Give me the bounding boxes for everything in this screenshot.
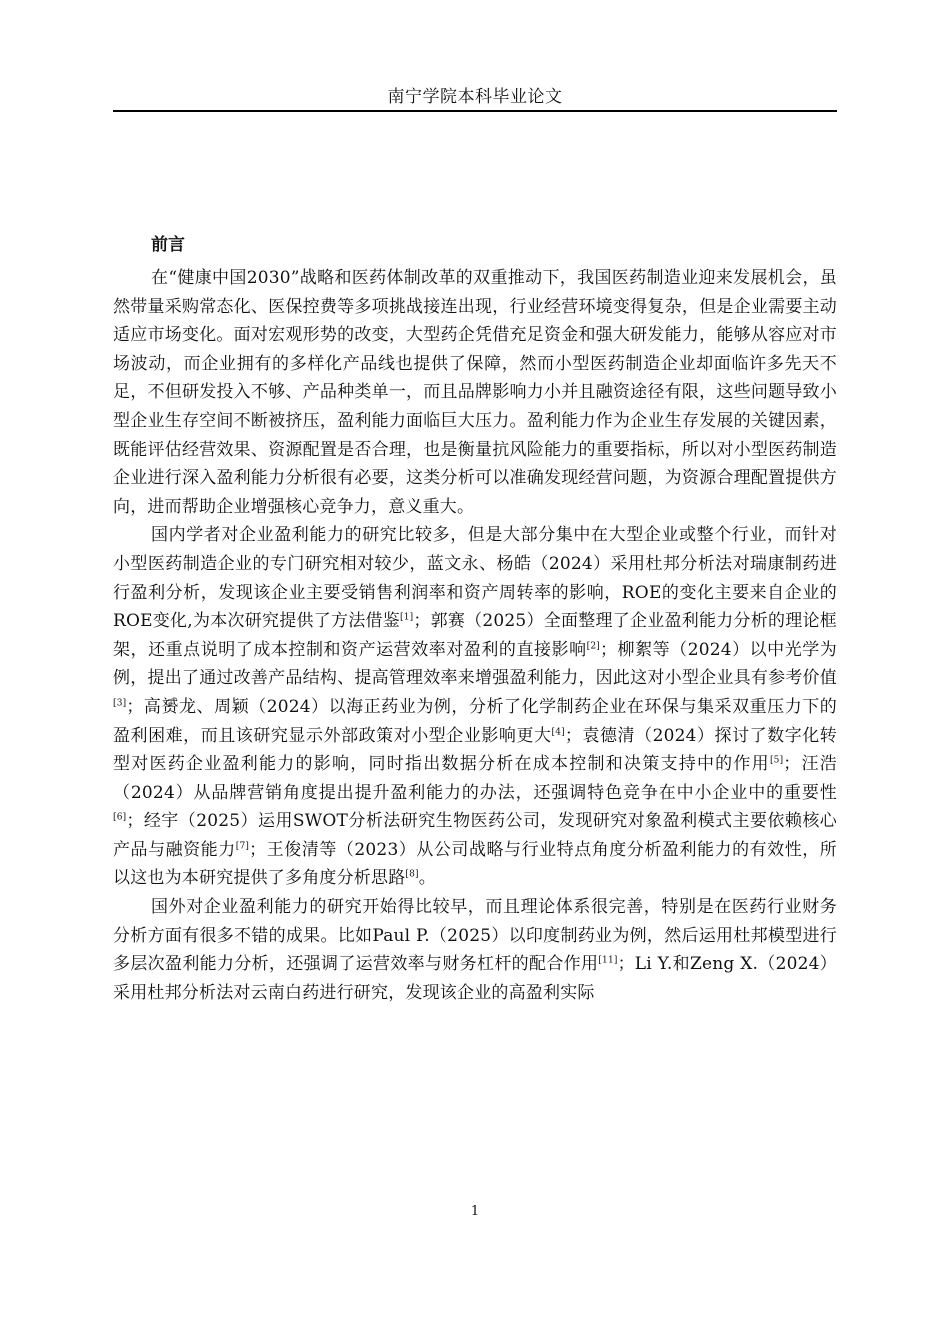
paragraph-text: ；Li Y.和Zeng X.（2024）采用杜邦分析法对云南白药进行研究，发现该企业的高盈利实际 (113, 954, 837, 1003)
paragraph-text: 在“健康中国2030”战略和医药体制改革的双重推动下，我国医药制造业迎来发展机会，虽然带量采购常态化、医保控费等多项挑战接连出现，行业经营环境变得复杂，但是企业需要主动适应市场变化。面对宏观形势的改变，大型药企凭借充足资金和强大研发能力，能够从容应对市场波动，而企业拥有的多样化产品线也提供了保障，然而小型医药制造企业却面临许多先天不足，不但研发投入不够、产品种类单一，而且品牌影响力小并且融资途径有限，这些问题导致小型企业生存空间不断被挤压，盈利能力面临巨大压力。盈利能力作为企业生存发展的关键因素，既能评估经营效果、资源配置是否合理，也是衡量抗风险能力的重要指标，所以对小型医药制造企业进行深入盈利能力分析很有必要，这类分析可以准确发现经营问题，为资源合理配置提供方向，进而帮助企业增强核心竞争力，意义重大。 (113, 268, 837, 517)
citation-marker: [8] (405, 869, 419, 880)
citation-marker: [5] (769, 755, 784, 766)
paragraph-text: 。 (418, 868, 436, 889)
header-divider (113, 110, 837, 112)
citation-marker: [1] (400, 612, 414, 623)
paragraph-text: ；高赟龙、周颖（2024）以海正药业为例，分析了化学制药企业在环保与集采双重压力下的盈利困难，而且该研究显示外部政策对小型企业影响更大 (113, 696, 837, 746)
document-body (113, 230, 837, 1007)
paragraph-text: ；柳絮等（2024）以中光学为例，提出了通过改善产品结构、提高管理效率来增强盈利能力，因此这对小型企业具有参考价值 (113, 639, 838, 689)
citation-marker: [6] (113, 812, 127, 823)
paragraph-text: 国外对企业盈利能力的研究开始得比较早，而且理论体系很完善，特别是在医药行业财务分析方面有很多不错的成果。比如Paul P.（2025）以印度制药业为例，然后运用杜邦模型进行多层次盈利能力分析，还强调了运营效率与财务杠杆的配合作用 (113, 897, 837, 975)
paragraph-text: ；汪浩（2024）从品牌营销角度提出提升盈利能力的办法，还强调特色竞争在中小企业中的重要性 (113, 754, 837, 803)
page-header-title: 南宁学院本科毕业论文 (387, 87, 563, 107)
citation-marker: [2] (586, 641, 600, 652)
citation-marker: [7] (235, 841, 250, 852)
paragraph-text: ；经宇（2025）运用SWOT分析法研究生物医药公司，发现研究对象盈利模式主要依赖核心产品与融资能力 (113, 811, 837, 860)
paragraph-text: ；王俊清等（2023）从公司战略与行业特点角度分析盈利能力的有效性，所以这也为本研究提供了多角度分析思路 (113, 839, 837, 889)
citation-marker: [11] (598, 955, 618, 966)
section-heading: 前言 (151, 235, 185, 255)
citation-marker: [4] (551, 726, 565, 737)
body-paragraph (113, 521, 837, 893)
page-number: 1 (470, 1204, 480, 1219)
paragraph-list (113, 264, 837, 1007)
paragraph-text: ；郭赛（2025）全面整理了企业盈利能力分析的理论框架，还重点说明了成本控制和资产运营效率对盈利的直接影响 (113, 611, 837, 660)
body-paragraph (113, 893, 837, 1007)
paragraph-text: 国内学者对企业盈利能力的研究比较多，但是大部分集中在大型企业或整个行业，而针对小型医药制造企业的专门研究相对较少，蓝文永、杨皓（2024）采用杜邦分析法对瑞康制药进行盈利分析，发现该企业主要受销售利润率和资产周转率的影响，ROE的变化主要来自企业的ROE变化,为本次研究提供了方法借鉴 (113, 525, 837, 632)
paragraph-text: ；袁德清（2024）探讨了数字化转型对医药企业盈利能力的影响，同时指出数据分析在成本控制和决策支持中的作用 (113, 725, 837, 775)
citation-marker: [3] (113, 698, 127, 709)
body-paragraph (113, 264, 837, 521)
